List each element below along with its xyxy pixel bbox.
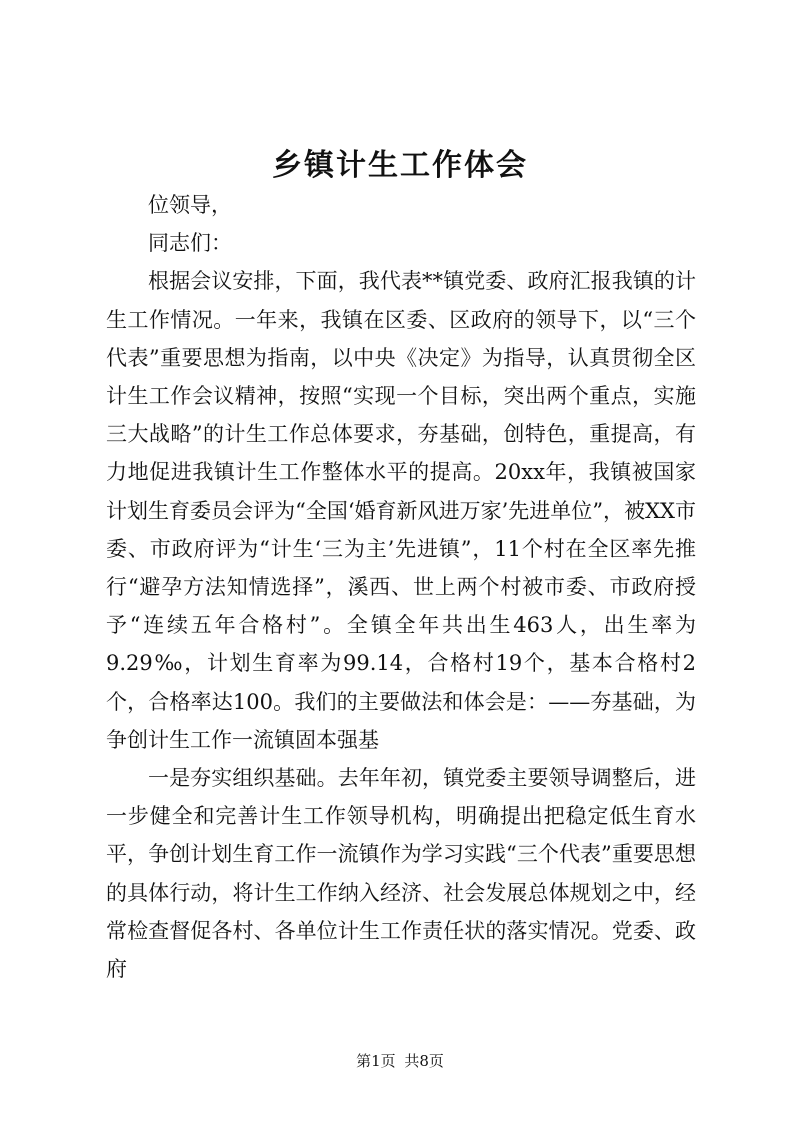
- document-body: [106, 186, 696, 988]
- page-total: 共8页: [404, 1052, 444, 1070]
- body-paragraph: 一是夯实组织基础。去年年初，镇党委主要领导调整后，进一步健全和完善计生工作领导机构，明确提出把稳定低生育水平，争创计划生育工作一流镇作为学习实践“三个代表”重要思想的具体行动，将计生工作纳入经济、社会发展总体规划之中，经常检查督促各村、各单位计生工作责任状的落实情况。党委、政府: [106, 766, 696, 982]
- document-title: 乡镇计生工作体会: [272, 148, 528, 183]
- page-footer: [0, 1050, 800, 1071]
- body-paragraph: 根据会议安排，下面，我代表**镇党委、政府汇报我镇的计生工作情况。一年来，我镇在区委、区政府的领导下，以“三个代表”重要思想为指南，以中央《决定》为指导，认真贯彻全区计生工作会议精神，按照“实现一个目标，突出两个重点，实施三大战略”的计生工作总体要求，夯基础，创特色，重提高，有力地促进我镇计生工作整体水平的提高。20xx年，我镇被国家计划生育委员会评为“全国‘婚育新风进万家’先进单位”，被XX市委、市政府评为“计生‘三为主’先进镇”，11个村在全区率先推行“避孕方法知情选择”，溪西、世上两个村被市委、市政府授予“连续五年合格村”。全镇全年共出生463人，出生率为9.29‰，计划生育率为99.14，合格村19个，基本合格村2个，合格率达100。我们的主要做法和体会是：——夯基础，为争创计生工作一流镇固本强基: [106, 269, 696, 752]
- page-number: 第1页: [356, 1052, 396, 1070]
- salutation-line: 位领导，: [148, 193, 232, 217]
- salutation-line: 同志们：: [148, 231, 232, 256]
